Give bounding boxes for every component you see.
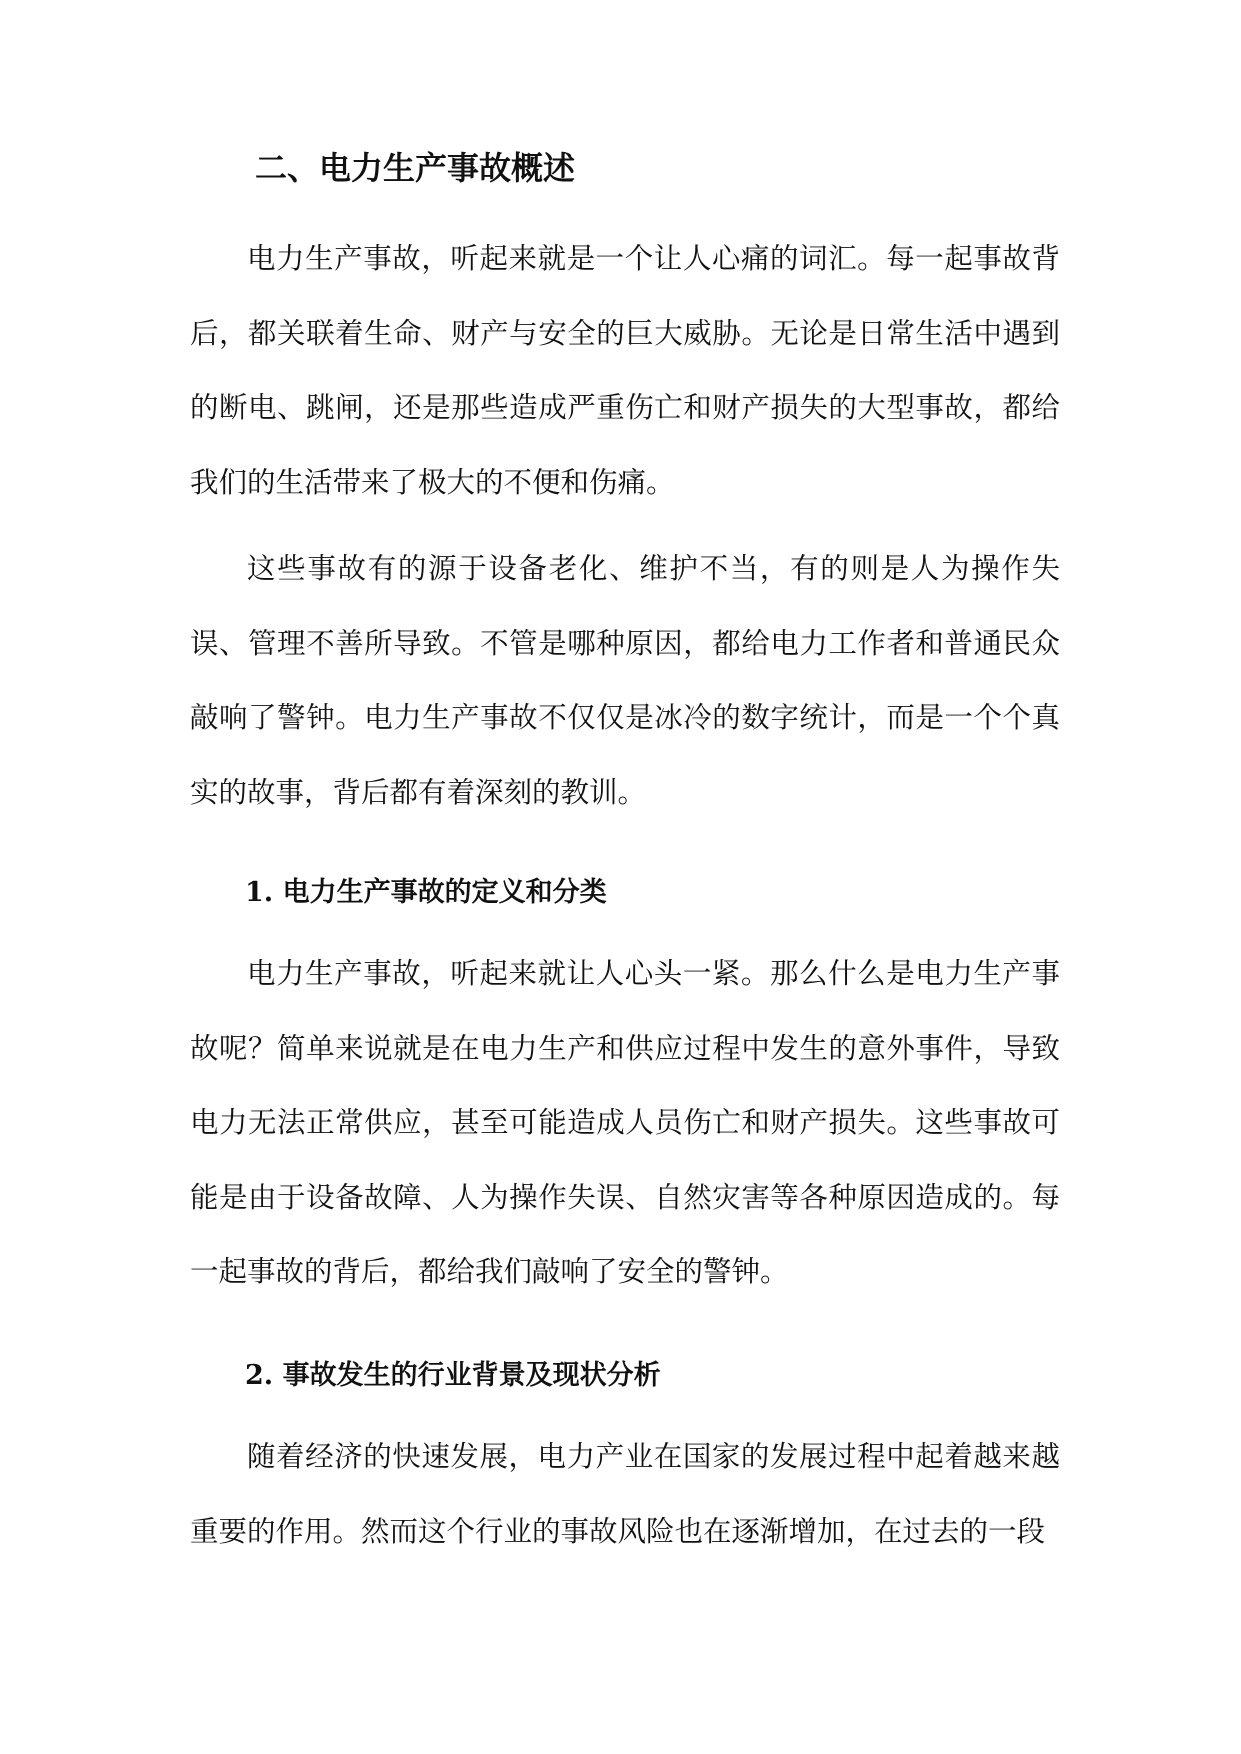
subsection-heading-2: 2. 事故发生的行业背景及现状分析 bbox=[245, 1360, 661, 1391]
intro-paragraph-1: 电力生产事故，听起来就是一个让人心痛的词汇。每一起事故背后，都关联着生命、财产与安全的巨大威胁。无论是日常生活中遇到的断电、跳闸，还是那些造成严重伤亡和财产损失的大型事故，都给我们的生活带来了极大的不便和伤痛。 bbox=[190, 242, 1060, 499]
subsection-paragraph-2: 随着经济的快速发展，电力产业在国家的发展过程中起着越来越重要的作用。然而这个行业的事故风险也在逐渐增加，在过去的一段 bbox=[190, 1440, 1060, 1548]
section-heading: 二、电力生产事故概述 bbox=[255, 149, 576, 187]
intro-paragraph-2: 这些事故有的源于设备老化、维护不当，有的则是人为操作失误、管理不善所导致。不管是哪种原因，都给电力工作者和普通民众敲响了警钟。电力生产事故不仅仅是冰冷的数字统计，而是一个个真实的故事，背后都有着深刻的教训。 bbox=[190, 552, 1060, 809]
subsection-heading-1: 1. 电力生产事故的定义和分类 bbox=[245, 877, 607, 908]
subsection-paragraph-1: 电力生产事故，听起来就让人心头一紧。那么什么是电力生产事故呢？简单来说就是在电力生产和供应过程中发生的意外事件，导致电力无法正常供应，甚至可能造成人员伤亡和财产损失。这些事故可能是由于设备故障、人为操作失误、自然灾害等各种原因造成的。每一起事故的背后，都给我们敲响了安全的警钟。 bbox=[190, 957, 1060, 1288]
